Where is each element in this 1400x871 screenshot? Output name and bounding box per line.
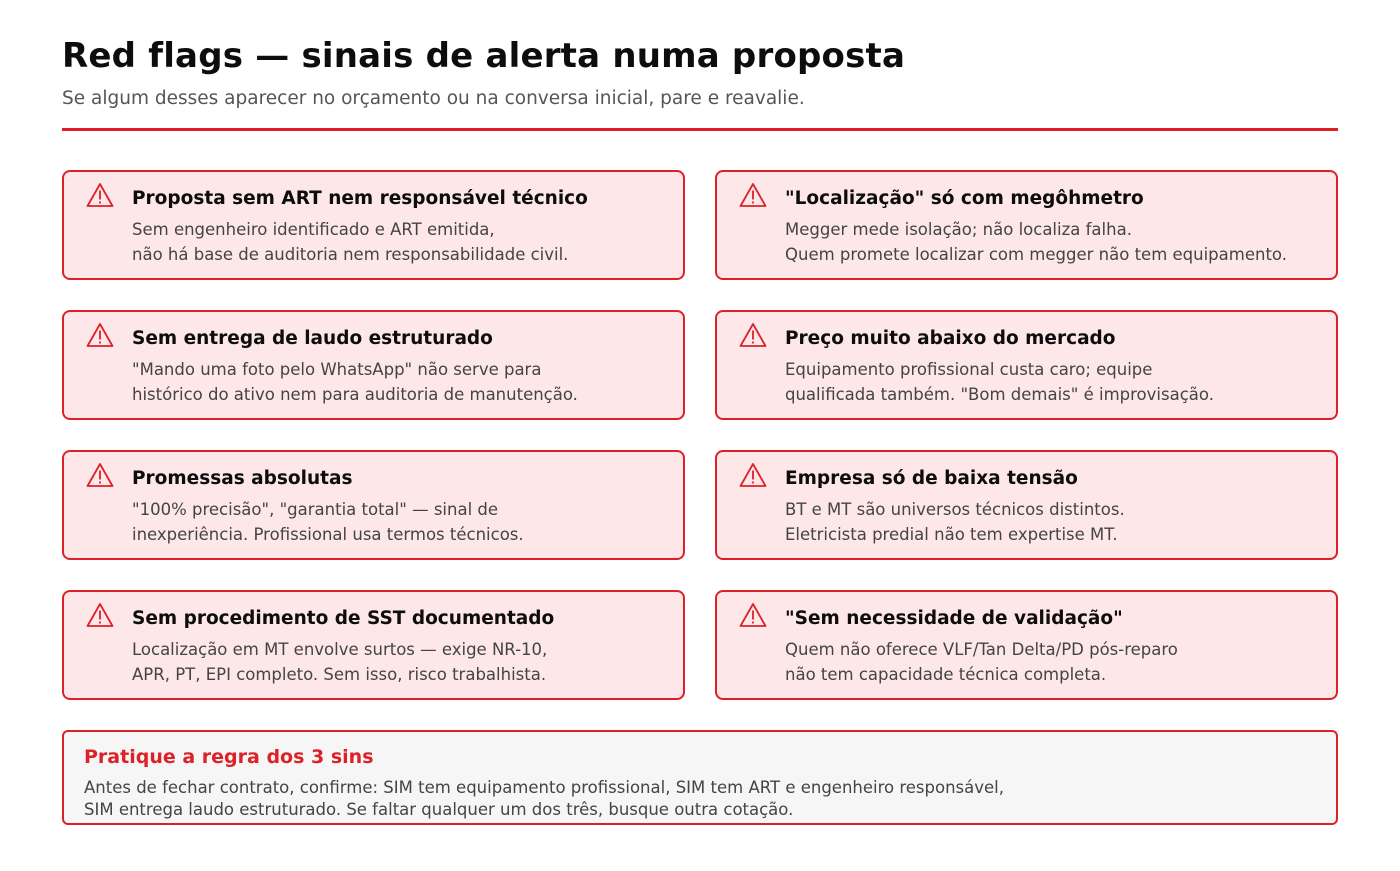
red-flag-card	[62, 170, 685, 280]
red-flag-title: Preço muito abaixo do mercado	[785, 328, 1116, 349]
red-flag-title: "Sem necessidade de validação"	[785, 608, 1123, 629]
warning-triangle-icon	[739, 182, 767, 208]
red-flag-description: "100% precisão", "garantia total" — sinal de inexperiência. Profissional usa termos técnicos.	[132, 500, 524, 544]
red-flag-card	[62, 450, 685, 560]
red-flag-title: Proposta sem ART nem responsável técnico	[132, 188, 588, 209]
red-flag-title: Sem procedimento de SST documentado	[132, 608, 555, 629]
red-flag-description: Sem engenheiro identificado e ART emitida, não há base de auditoria nem responsabilidade civil.	[132, 220, 569, 264]
red-flag-description: Equipamento profissional custa caro; equipe qualificada também. "Bom demais" é improvisação.	[785, 360, 1214, 404]
red-flag-description: Megger mede isolação; não localiza falha. Quem promete localizar com megger não tem equipamento.	[785, 220, 1287, 264]
title-divider	[62, 128, 1338, 131]
red-flag-title: Sem entrega de laudo estruturado	[132, 328, 493, 349]
warning-triangle-icon	[739, 322, 767, 348]
red-flag-description: BT e MT são universos técnicos distintos. Eletricista predial não tem expertise MT.	[785, 500, 1125, 544]
warning-triangle-icon	[739, 462, 767, 488]
warning-triangle-icon	[739, 602, 767, 628]
warning-triangle-icon	[86, 322, 114, 348]
red-flags-grid	[62, 170, 1338, 700]
red-flag-card	[715, 310, 1338, 420]
page-title: Red flags — sinais de alerta numa proposta	[62, 36, 906, 76]
red-flag-card	[715, 170, 1338, 280]
page	[62, 0, 1338, 871]
red-flag-title: Promessas absolutas	[132, 468, 353, 489]
callout-title: Pratique a regra dos 3 sins	[84, 746, 374, 768]
red-flag-description: "Mando uma foto pelo WhatsApp" não serve para histórico do ativo nem para auditoria de manutenção.	[132, 360, 578, 404]
page-subtitle: Se algum desses aparecer no orçamento ou na conversa inicial, pare e reavalie.	[62, 88, 805, 109]
warning-triangle-icon	[86, 602, 114, 628]
callout-text: Antes de fechar contrato, confirme: SIM tem equipamento profissional, SIM tem ART e engenheiro responsável, SIM entrega laudo estruturado. Se faltar qualquer um dos três, busque outra cotação.	[84, 778, 1005, 819]
red-flag-card	[715, 590, 1338, 700]
three-yes-rule-callout	[62, 730, 1338, 825]
red-flag-title: Empresa só de baixa tensão	[785, 468, 1078, 489]
red-flag-description: Quem não oferece VLF/Tan Delta/PD pós-reparo não tem capacidade técnica completa.	[785, 640, 1178, 684]
red-flag-card	[62, 590, 685, 700]
red-flag-description: Localização em MT envolve surtos — exige NR-10, APR, PT, EPI completo. Sem isso, risco trabalhista.	[132, 640, 548, 684]
red-flag-title: "Localização" só com megôhmetro	[785, 188, 1144, 209]
red-flag-card	[62, 310, 685, 420]
red-flag-card	[715, 450, 1338, 560]
warning-triangle-icon	[86, 182, 114, 208]
warning-triangle-icon	[86, 462, 114, 488]
